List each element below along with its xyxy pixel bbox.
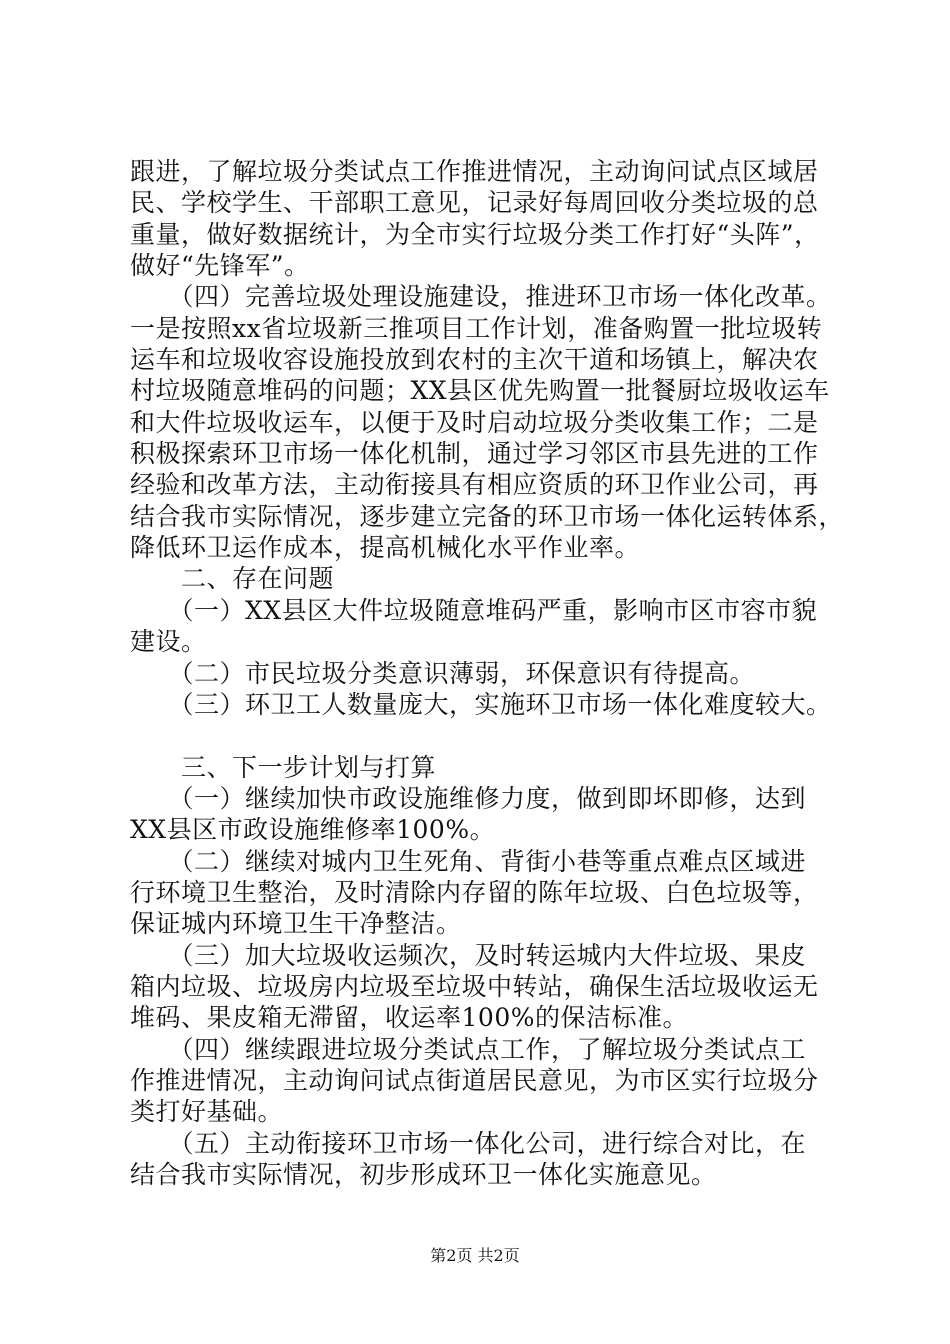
text-line: 保证城内环境卫生干净整洁。 [130, 909, 462, 938]
text-line: （五）主动衔接环卫市场一体化公司，进行综合对比，在 [130, 1129, 807, 1158]
text-line: （二）继续对城内卫生死角、背街小巷等重点难点区域进 [130, 847, 807, 876]
text-line: 经验和改革方法，主动衔接具有相应资质的环卫作业公司，再 [130, 470, 819, 499]
text-line: 类打好基础。 [130, 1097, 284, 1126]
page-footer: 第2页 共2页 [430, 1246, 520, 1265]
text-line: 行环境卫生整治，及时清除内存留的陈年垃圾、白色垃圾等， [130, 878, 819, 907]
text-line: （一）继续加快市政设施维修力度，做到即坏即修，达到 [130, 784, 807, 813]
text-line: XX县区市政设施维修率100%。 [130, 815, 496, 844]
text-line: 降低环卫运作成本，提高机械化水平作业率。 [130, 533, 641, 562]
text-line: （三）环卫工人数量庞大，实施环卫市场一体化难度较大。 [130, 690, 832, 719]
text-line: （四）完善垃圾处理设施建设，推进环卫市场一体化改革。 [130, 282, 832, 311]
text-line: 积极探索环卫市场一体化机制，通过学习邻区市县先进的工作 [130, 439, 819, 468]
text-line: 重量，做好数据统计，为全市实行垃圾分类工作打好“头阵”， [130, 220, 820, 249]
section-heading: 三、下一步计划与打算 [130, 753, 437, 782]
text-line: 和大件垃圾收运车，以便于及时启动垃圾分类收集工作；二是 [130, 408, 819, 437]
text-line: 村垃圾随意堆码的问题；XX县区优先购置一批餐厨垃圾收运车 [130, 376, 830, 405]
text-line: 做好“先锋军”。 [130, 251, 310, 280]
text-line: 跟进，了解垃圾分类试点工作推进情况，主动询问试点区域居 [130, 157, 819, 186]
text-line: （一）XX县区大件垃圾随意堆码严重，影响市区市容市貌 [130, 596, 818, 625]
text-line: （三）加大垃圾收运频次，及时转运城内大件垃圾、果皮 [130, 941, 807, 970]
text-line: 民、学校学生、干部职工意见，记录好每周回收分类垃圾的总 [130, 188, 819, 217]
section-heading: 二、存在问题 [130, 564, 335, 593]
text-line: 运车和垃圾收容设施投放到农村的主次干道和场镇上，解决农 [130, 345, 819, 374]
text-line: 作推进情况，主动询问试点街道居民意见，为市区实行垃圾分 [130, 1066, 819, 1095]
text-line: （四）继续跟进垃圾分类试点工作，了解垃圾分类试点工 [130, 1035, 807, 1064]
text-line: （二）市民垃圾分类意识薄弱，环保意识有待提高。 [130, 659, 756, 688]
text-line: 建设。 [130, 627, 207, 656]
text-line: 结合我市实际情况，逐步建立完备的环卫市场一体化运转体系， [130, 502, 845, 531]
text-line: 结合我市实际情况，初步形成环卫一体化实施意见。 [130, 1160, 717, 1189]
text-line: 堆码、果皮箱无滞留，收运率100%的保洁标准。 [130, 1003, 688, 1032]
text-line: 箱内垃圾、垃圾房内垃圾至垃圾中转站，确保生活垃圾收运无 [130, 972, 819, 1001]
text-line: 一是按照xx省垃圾新三推项目工作计划，准备购置一批垃圾转 [130, 314, 823, 343]
